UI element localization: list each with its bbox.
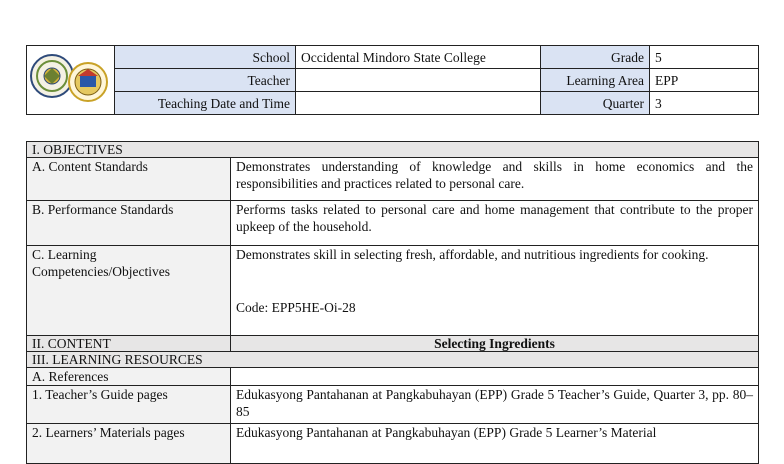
header-table [26, 45, 759, 115]
learning-competencies-label: C. Learning Competencies/Objectives [27, 246, 231, 336]
performance-standards-value: Performs tasks related to personal care and home management that contribute to the proper upkeep of the household. [231, 201, 759, 246]
teaching-date-value [296, 92, 541, 115]
references-value [231, 368, 759, 386]
quarter-value: 3 [650, 92, 759, 115]
learning-resources-heading: III. LEARNING RESOURCES [27, 352, 759, 368]
school-logos-icon [28, 46, 114, 110]
school-value: Occidental Mindoro State College [296, 46, 541, 69]
content-standards-value: Demonstrates understanding of knowledge and skills in home economics and the responsibilities and practices related to personal care. [231, 158, 759, 201]
content-heading: II. CONTENT [27, 336, 231, 352]
learning-area-label: Learning Area [541, 69, 650, 92]
teachers-guide-label: 1. Teacher’s Guide pages [27, 386, 231, 424]
learners-materials-value: Edukasyong Pantahanan at Pangkabuhayan (EPP) Grade 5 Learner’s Material [231, 424, 759, 464]
competency-code: Code: EPP5HE-Oi-28 [236, 300, 356, 315]
logo-cell [27, 46, 115, 115]
lesson-plan-table [26, 141, 759, 464]
quarter-label: Quarter [541, 92, 650, 115]
school-label: School [115, 46, 296, 69]
learning-competencies-cell [231, 246, 759, 336]
teacher-label: Teacher [115, 69, 296, 92]
teachers-guide-value: Edukasyong Pantahanan at Pangkabuhayan (EPP) Grade 5 Teacher’s Guide, Quarter 3, pp. 80–85 [231, 386, 759, 424]
learning-area-value: EPP [650, 69, 759, 92]
content-value: Selecting Ingredients [231, 336, 759, 352]
teacher-value [296, 69, 541, 92]
grade-label: Grade [541, 46, 650, 69]
content-standards-label: A. Content Standards [27, 158, 231, 201]
references-label: A. References [27, 368, 231, 386]
grade-value: 5 [650, 46, 759, 69]
teaching-date-label: Teaching Date and Time [115, 92, 296, 115]
objectives-heading: I. OBJECTIVES [27, 142, 759, 158]
learners-materials-label: 2. Learners’ Materials pages [27, 424, 231, 464]
performance-standards-label: B. Performance Standards [27, 201, 231, 246]
learning-competencies-value: Demonstrates skill in selecting fresh, affordable, and nutritious ingredients for cooking. [236, 247, 709, 262]
